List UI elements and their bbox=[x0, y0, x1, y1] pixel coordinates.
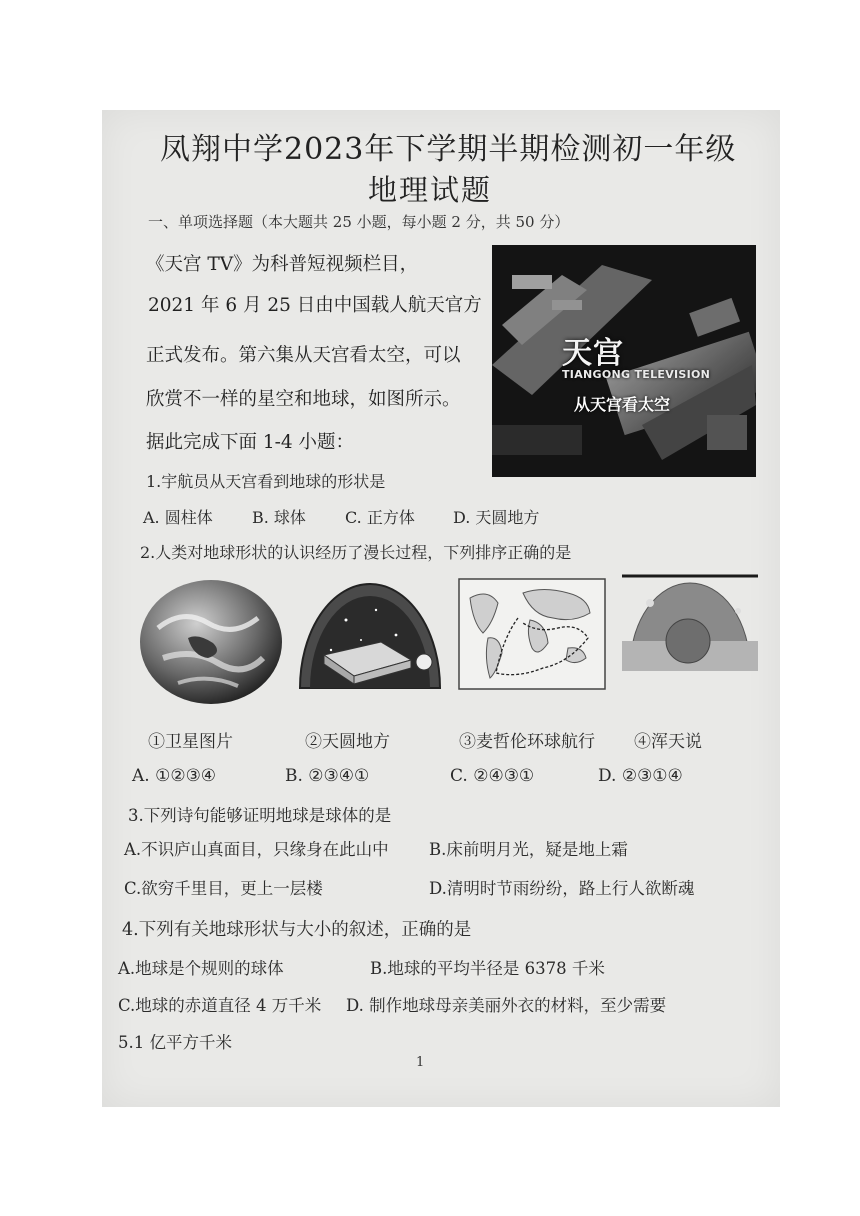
q1-option-b: B. 球体 bbox=[252, 508, 306, 527]
q4-option-d-continued: 5.1 亿平方千米 bbox=[118, 1033, 232, 1052]
tiangong-caption: 从天宫看太空 bbox=[574, 395, 671, 414]
tiangong-logo: 天宫 bbox=[562, 336, 624, 371]
exam-subtitle: 地理试题 bbox=[368, 173, 493, 207]
q1-option-d: D. 天圆地方 bbox=[453, 508, 540, 527]
q3-option-d: D.清明时节雨纷纷，路上行人欲断魂 bbox=[429, 879, 695, 898]
intro-line-2: 2021 年 6 月 25 日由中国载人航天官方 bbox=[148, 295, 482, 316]
q4-option-c: C.地球的赤道直径 4 万千米 bbox=[118, 996, 322, 1015]
q2-caption-2: ②天圆地方 bbox=[305, 732, 390, 752]
q4-option-b: B.地球的平均半径是 6378 千米 bbox=[370, 959, 605, 978]
tiangong-logo-sub: TIANGONG TELEVISION bbox=[562, 368, 711, 381]
q1-option-a: A. 圆柱体 bbox=[143, 508, 213, 527]
intro-line-1: 《天宫 TV》为科普短视频栏目， bbox=[146, 254, 419, 275]
q2-option-d: D. ②③①④ bbox=[598, 766, 683, 786]
section-heading: 一、单项选择题（本大题共 25 小题，每小题 2 分，共 50 分） bbox=[148, 213, 570, 231]
q3-stem: 3.下列诗句能够证明地球是球体的是 bbox=[128, 806, 392, 825]
intro-line-3: 正式发布。第六集从天宫看太空，可以 bbox=[146, 345, 461, 366]
space-station-image bbox=[492, 245, 756, 477]
intro-line-5: 据此完成下面 1-4 小题： bbox=[146, 432, 355, 453]
exam-title: 凤翔中学2023年下学期半期检测初一年级 bbox=[160, 132, 737, 167]
q3-option-b: B.床前明月光，疑是地上霜 bbox=[429, 840, 628, 859]
q2-caption-1: ①卫星图片 bbox=[148, 732, 233, 752]
page-number: 1 bbox=[416, 1055, 425, 1070]
satellite-earth-figure bbox=[138, 578, 284, 706]
intro-line-4: 欣赏不一样的星空和地球，如图所示。 bbox=[146, 389, 461, 410]
q2-caption-4: ④浑天说 bbox=[634, 732, 702, 752]
q2-option-c: C. ②④③① bbox=[450, 766, 535, 786]
magellan-route-map bbox=[458, 578, 606, 690]
sky-dome-figure bbox=[296, 580, 444, 690]
q4-option-d: D. 制作地球母亲美丽外衣的材料，至少需要 bbox=[346, 996, 667, 1015]
q2-option-b: B. ②③④① bbox=[285, 766, 370, 786]
q3-option-a: A.不识庐山真面目，只缘身在此山中 bbox=[124, 840, 389, 859]
q1-stem: 1.宇航员从天宫看到地球的形状是 bbox=[146, 472, 386, 491]
q4-option-a: A.地球是个规则的球体 bbox=[118, 959, 284, 978]
hun-tian-figure bbox=[622, 573, 758, 685]
q2-stem: 2.人类对地球形状的认识经历了漫长过程，下列排序正确的是 bbox=[140, 543, 572, 562]
q1-option-c: C. 正方体 bbox=[345, 508, 415, 527]
q2-option-a: A. ①②③④ bbox=[132, 766, 217, 786]
q4-stem: 4.下列有关地球形状与大小的叙述，正确的是 bbox=[122, 920, 472, 940]
q2-caption-3: ③麦哲伦环球航行 bbox=[459, 732, 595, 752]
tiangong-tv-photo bbox=[492, 245, 756, 477]
q3-option-c: C.欲穷千里目，更上一层楼 bbox=[124, 879, 323, 898]
